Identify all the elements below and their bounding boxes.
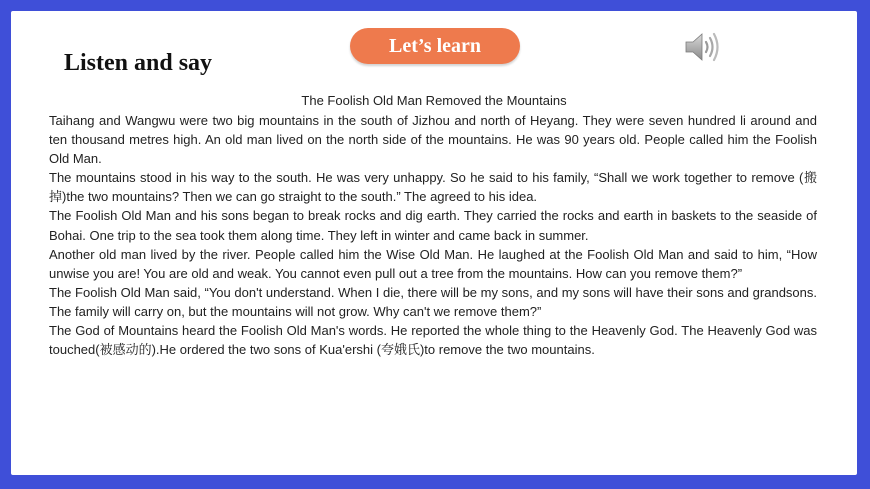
slide: [11, 11, 857, 475]
lets-learn-button[interactable]: Let’s learn: [350, 28, 520, 64]
story-text: [49, 111, 817, 359]
story-paragraph: The Foolish Old Man and his sons began to break rocks and dig earth. They carried the rocks and earth in baskets to the seaside of Bohai. One trip to the sea took them along time. They left in winter and came back in summer.: [49, 208, 817, 243]
story-title: The Foolish Old Man Removed the Mountains: [301, 93, 567, 108]
story-paragraph: The God of Mountains heard the Foolish Old Man's words. He reported the whole thing to the Heavenly God. The Heavenly God was touched(被感动的).He ordered the two sons of Kua'ershi (夸娥氏)to remove the two mountains.: [49, 323, 817, 358]
heading: Listen and say: [64, 50, 213, 76]
story-paragraph: Another old man lived by the river. People called him the Wise Old Man. He laughed at the Foolish Old Man and said to him, “How unwise you are! You are old and weak. You cannot even pull out a tree from the mountains. How can you remove them?”: [49, 246, 817, 281]
story-paragraph: The Foolish Old Man said, “You don't understand. When I die, there will be my sons, and my sons will have their sons and grandsons. The family will carry on, but the mountains will not grow. Why can't we remove them?”: [49, 284, 817, 319]
story-paragraph: The mountains stood in his way to the south. He was very unhappy. So he said to his family, “Shall we work together to remove (搬掉)the two mountains? Then we can go straight to the south.” The agreed to his idea.: [49, 170, 817, 205]
speaker-icon[interactable]: [683, 29, 721, 65]
story-paragraph: Taihang and Wangwu were two big mountains in the south of Jizhou and north of Heyang. They were seven hundred li around and ten thousand metres high. An old man lived on the north side of the mountains. He was 90 years old. People called him the Foolish Old Man.: [49, 113, 817, 167]
